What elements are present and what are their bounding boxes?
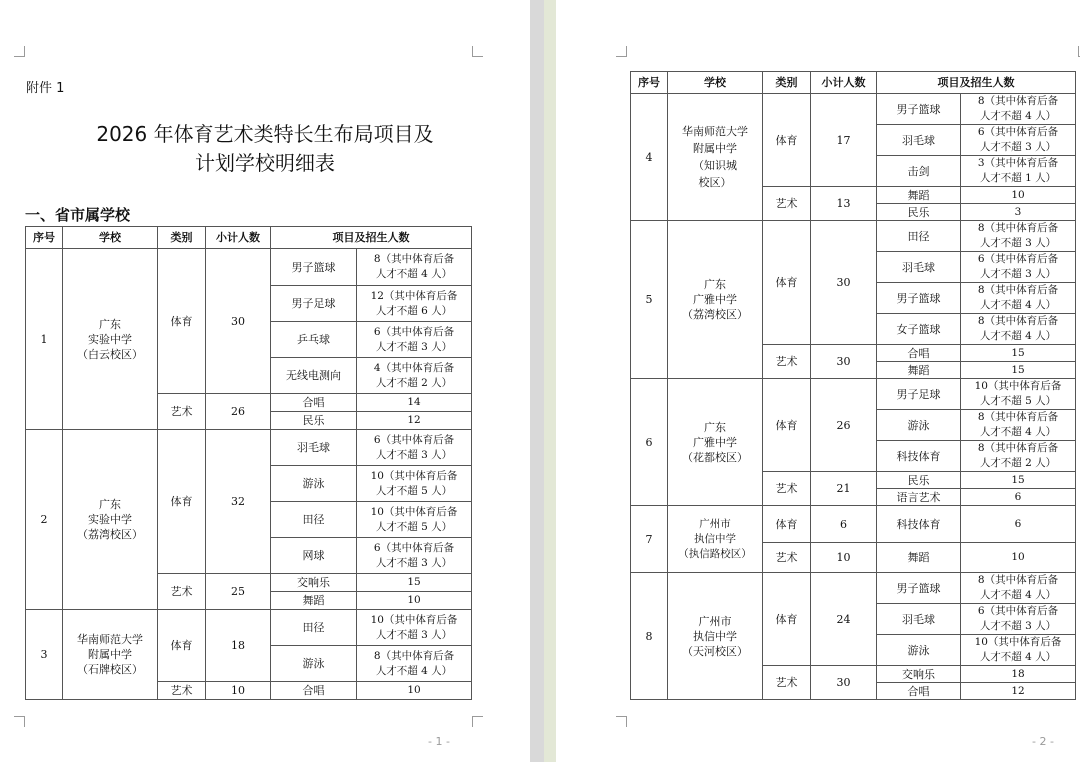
item-name-cell: 羽毛球	[877, 252, 961, 283]
table-header-row	[631, 72, 1076, 94]
header-seq: 序号	[631, 72, 668, 94]
category-cell: 体育	[763, 221, 811, 345]
page-number: - 2 -	[1032, 735, 1054, 748]
subtotal-cell: 6	[811, 506, 877, 543]
category-cell: 艺术	[763, 666, 811, 700]
category-cell: 艺术	[158, 394, 206, 430]
item-detail-cell: 15	[961, 472, 1076, 489]
item-name-cell: 交响乐	[877, 666, 961, 683]
subtotal-cell: 18	[206, 610, 271, 682]
category-cell: 体育	[158, 430, 206, 574]
item-detail-cell: 6（其中体育后备 人才不超 3 人）	[357, 538, 472, 574]
item-detail-cell: 10（其中体育后备 人才不超 3 人）	[357, 610, 472, 646]
item-detail-cell: 8（其中体育后备 人才不超 4 人）	[961, 283, 1076, 314]
subtotal-cell: 10	[811, 543, 877, 573]
item-detail-cell: 8（其中体育后备 人才不超 4 人）	[961, 410, 1076, 441]
item-detail-cell: 15	[961, 362, 1076, 379]
item-name-cell: 男子篮球	[877, 283, 961, 314]
table-row	[631, 506, 1076, 543]
school-cell: 华南师范大学 附属中学 （石牌校区）	[63, 610, 158, 700]
header-item: 项目及招生人数	[877, 72, 1076, 94]
item-name-cell: 科技体育	[877, 506, 961, 543]
crop-mark	[616, 716, 627, 727]
seq-cell: 3	[26, 610, 63, 700]
school-cell: 广州市 执信中学 （天河校区）	[668, 573, 763, 700]
item-name-cell: 男子足球	[877, 379, 961, 410]
item-detail-cell: 8（其中体育后备 人才不超 2 人）	[961, 441, 1076, 472]
item-name-cell: 男子篮球	[877, 94, 961, 125]
document-page-1	[0, 0, 530, 762]
item-detail-cell: 6（其中体育后备 人才不超 3 人）	[961, 604, 1076, 635]
crop-mark	[472, 46, 483, 57]
item-name-cell: 民乐	[877, 204, 961, 221]
table-header-row	[26, 227, 472, 249]
item-name-cell: 舞蹈	[877, 362, 961, 379]
seq-cell: 1	[26, 249, 63, 430]
header-subtotal: 小计人数	[811, 72, 877, 94]
item-name-cell: 合唱	[877, 683, 961, 700]
item-name-cell: 科技体育	[877, 441, 961, 472]
item-detail-cell: 12（其中体育后备 人才不超 6 人）	[357, 286, 472, 322]
page-gap	[544, 0, 556, 762]
subtotal-cell: 30	[206, 249, 271, 394]
page-number: - 1 -	[428, 735, 450, 748]
item-name-cell: 网球	[271, 538, 357, 574]
item-detail-cell: 10（其中体育后备 人才不超 5 人）	[357, 502, 472, 538]
item-name-cell: 游泳	[271, 646, 357, 682]
category-cell: 体育	[158, 249, 206, 394]
item-name-cell: 合唱	[877, 345, 961, 362]
subtotal-cell: 32	[206, 430, 271, 574]
item-detail-cell: 8（其中体育后备 人才不超 4 人）	[357, 646, 472, 682]
item-detail-cell: 12	[961, 683, 1076, 700]
item-name-cell: 游泳	[877, 635, 961, 666]
seq-cell: 6	[631, 379, 668, 506]
item-detail-cell: 12	[357, 412, 472, 430]
table-row	[26, 249, 472, 286]
category-cell: 艺术	[158, 682, 206, 700]
header-school: 学校	[63, 227, 158, 249]
subtotal-cell: 24	[811, 573, 877, 666]
schools-table-page-1	[25, 226, 472, 700]
seq-cell: 5	[631, 221, 668, 379]
item-name-cell: 羽毛球	[271, 430, 357, 466]
item-name-cell: 舞蹈	[271, 592, 357, 610]
item-detail-cell: 8（其中体育后备 人才不超 4 人）	[961, 314, 1076, 345]
item-name-cell: 无线电测向	[271, 358, 357, 394]
header-category: 类别	[158, 227, 206, 249]
category-cell: 艺术	[763, 345, 811, 379]
category-cell: 体育	[763, 573, 811, 666]
subtotal-cell: 26	[811, 379, 877, 472]
school-cell: 广东 实验中学 （白云校区）	[63, 249, 158, 430]
subtotal-cell: 10	[206, 682, 271, 700]
item-detail-cell: 15	[357, 574, 472, 592]
schools-table-page-2	[630, 71, 1076, 700]
category-cell: 艺术	[763, 472, 811, 506]
item-detail-cell: 6	[961, 506, 1076, 543]
subtotal-cell: 30	[811, 345, 877, 379]
seq-cell: 2	[26, 430, 63, 610]
header-category: 类别	[763, 72, 811, 94]
item-detail-cell: 14	[357, 394, 472, 412]
item-detail-cell: 8（其中体育后备 人才不超 4 人）	[961, 94, 1076, 125]
item-name-cell: 语言艺术	[877, 489, 961, 506]
item-detail-cell: 6（其中体育后备 人才不超 3 人）	[357, 430, 472, 466]
item-name-cell: 羽毛球	[877, 125, 961, 156]
item-detail-cell: 10（其中体育后备 人才不超 4 人）	[961, 635, 1076, 666]
subtotal-cell: 21	[811, 472, 877, 506]
item-detail-cell: 6（其中体育后备 人才不超 3 人）	[357, 322, 472, 358]
table-row	[631, 379, 1076, 410]
category-cell: 体育	[763, 379, 811, 472]
item-name-cell: 田径	[271, 502, 357, 538]
item-name-cell: 民乐	[271, 412, 357, 430]
attachment-label: 附件 1	[26, 81, 65, 96]
item-detail-cell: 18	[961, 666, 1076, 683]
item-detail-cell: 10（其中体育后备 人才不超 5 人）	[961, 379, 1076, 410]
item-detail-cell: 8（其中体育后备 人才不超 4 人）	[357, 249, 472, 286]
document-page-2	[556, 0, 1080, 762]
subtotal-cell: 17	[811, 94, 877, 187]
item-detail-cell: 8（其中体育后备 人才不超 3 人）	[961, 221, 1076, 252]
title-line-1: 2026 年体育艺术类特长生布局项目及	[96, 122, 434, 146]
section-heading: 一、省市属学校	[25, 206, 131, 224]
subtotal-cell: 13	[811, 187, 877, 221]
item-name-cell: 合唱	[271, 682, 357, 700]
subtotal-cell: 26	[206, 394, 271, 430]
table-row	[26, 430, 472, 466]
table-row	[26, 610, 472, 646]
item-detail-cell: 10	[961, 187, 1076, 204]
item-name-cell: 交响乐	[271, 574, 357, 592]
seq-cell: 7	[631, 506, 668, 573]
item-name-cell: 田径	[877, 221, 961, 252]
item-name-cell: 田径	[271, 610, 357, 646]
item-detail-cell: 15	[961, 345, 1076, 362]
seq-cell: 4	[631, 94, 668, 221]
category-cell: 体育	[763, 506, 811, 543]
seq-cell: 8	[631, 573, 668, 700]
subtotal-cell: 25	[206, 574, 271, 610]
page-gap	[530, 0, 544, 762]
item-name-cell: 女子篮球	[877, 314, 961, 345]
item-detail-cell: 6	[961, 489, 1076, 506]
table-row	[631, 221, 1076, 252]
crop-mark	[14, 716, 25, 727]
crop-mark	[14, 46, 25, 57]
item-name-cell: 男子足球	[271, 286, 357, 322]
header-item: 项目及招生人数	[271, 227, 472, 249]
header-school: 学校	[668, 72, 763, 94]
item-name-cell: 男子篮球	[877, 573, 961, 604]
category-cell: 艺术	[763, 543, 811, 573]
subtotal-cell: 30	[811, 666, 877, 700]
item-name-cell: 男子篮球	[271, 249, 357, 286]
subtotal-cell: 30	[811, 221, 877, 345]
table-row	[631, 573, 1076, 604]
item-name-cell: 合唱	[271, 394, 357, 412]
item-detail-cell: 3	[961, 204, 1076, 221]
school-cell: 广东 实验中学 （荔湾校区）	[63, 430, 158, 610]
item-name-cell: 舞蹈	[877, 187, 961, 204]
school-cell: 广东 广雅中学 （花都校区）	[668, 379, 763, 506]
item-detail-cell: 8（其中体育后备 人才不超 4 人）	[961, 573, 1076, 604]
item-detail-cell: 10	[961, 543, 1076, 573]
title-line-2: 计划学校明细表	[195, 151, 335, 175]
item-name-cell: 击剑	[877, 156, 961, 187]
item-name-cell: 游泳	[271, 466, 357, 502]
school-cell: 广东 广雅中学 （荔湾校区）	[668, 221, 763, 379]
item-name-cell: 游泳	[877, 410, 961, 441]
school-cell: 广州市 执信中学 （执信路校区）	[668, 506, 763, 573]
item-detail-cell: 6（其中体育后备 人才不超 3 人）	[961, 125, 1076, 156]
item-detail-cell: 10	[357, 592, 472, 610]
item-detail-cell: 3（其中体育后备 人才不超 1 人）	[961, 156, 1076, 187]
item-name-cell: 乒乓球	[271, 322, 357, 358]
item-detail-cell: 10（其中体育后备 人才不超 5 人）	[357, 466, 472, 502]
school-cell: 华南师范大学 附属中学 （知识城 校区）	[668, 94, 763, 221]
category-cell: 体育	[763, 94, 811, 187]
item-detail-cell: 10	[357, 682, 472, 700]
document-title	[40, 120, 490, 178]
item-detail-cell: 4（其中体育后备 人才不超 2 人）	[357, 358, 472, 394]
crop-mark	[616, 46, 627, 57]
table-row	[631, 94, 1076, 125]
category-cell: 艺术	[763, 187, 811, 221]
header-seq: 序号	[26, 227, 63, 249]
item-name-cell: 羽毛球	[877, 604, 961, 635]
item-name-cell: 舞蹈	[877, 543, 961, 573]
category-cell: 艺术	[158, 574, 206, 610]
item-detail-cell: 6（其中体育后备 人才不超 3 人）	[961, 252, 1076, 283]
item-name-cell: 民乐	[877, 472, 961, 489]
crop-mark	[472, 716, 483, 727]
header-subtotal: 小计人数	[206, 227, 271, 249]
category-cell: 体育	[158, 610, 206, 682]
